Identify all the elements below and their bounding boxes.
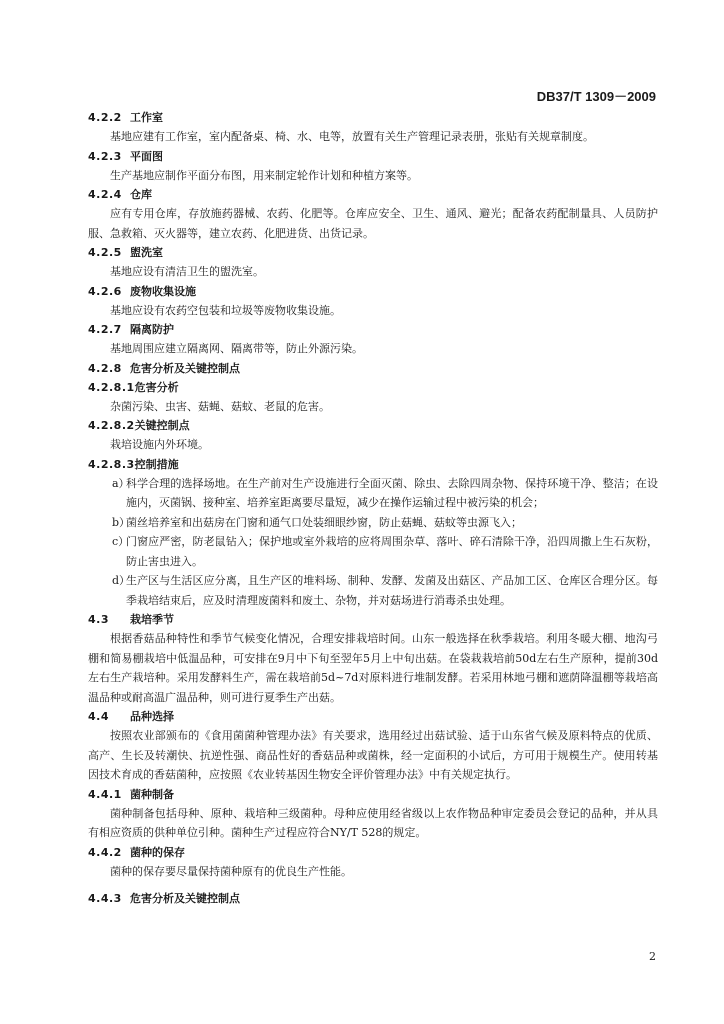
page-number: 2 — [649, 950, 656, 963]
section-number: 4.2.4 — [88, 188, 122, 201]
section-number: 4.4.2 — [88, 845, 122, 859]
section-title: 危害分析及关键控制点 — [130, 892, 240, 905]
paragraph: 栽培设施内外环境。 — [110, 438, 209, 451]
section-title: 危害分析及关键控制点 — [130, 361, 240, 375]
section-title: 危害分析 — [134, 380, 179, 394]
section-number: 4.4.1 — [88, 787, 122, 801]
section-title: 工作室 — [130, 111, 163, 124]
section-number: 4.4 — [88, 710, 109, 723]
paragraph: 杂菌污染、虫害、菇蝇、菇蚊、老鼠的危害。 — [110, 399, 330, 413]
list-marker: b） — [112, 515, 131, 529]
paragraph: 按照农业部颁布的《食用菌菌种管理办法》有关要求，选用经过出菇试验、适于山东省气候及原料特点的优质、高产、生长及转潮快、抗逆性强、商品性好的香菇品种或菌株，经一定面积的小试后，方可用于规模生产。使用转基因技术育成的香菇菌种，应按照《农业转基因生物安全评价管理办法》中有关规定执行。 — [88, 729, 658, 781]
paragraph: 基地应设有农药空包装和垃圾等废物收集设施。 — [110, 303, 341, 317]
section-number: 4.2.8 — [88, 361, 122, 375]
section-number: 4.2.2 — [88, 111, 122, 124]
section-title: 控制措施 — [134, 457, 179, 471]
section-number: 4.2.7 — [88, 323, 122, 336]
section-heading — [88, 378, 658, 397]
list-item — [88, 474, 658, 513]
paragraph: 根据香菇品种特性和季节气候变化情况，合理安排栽培时间。山东一般选择在秋季栽培。利用冬暖大棚、地沟弓棚和简易棚栽培中低温品种，可安排在9月中下旬至翌年5月上中旬出菇。在袋栽栽培前50d左右生产原种，提前30d左右生产栽培种。采用发酵料生产，需在栽培前5d~7d对原料进行堆制发酵。若采用林地弓棚和遮荫降温棚等栽培高温品种或耐高温广温品种，则可进行夏季生产出菇。 — [88, 632, 658, 704]
list-item-text: 门窗应严密，防老鼠钻入；保护地或室外栽培的应将周围杂草、落叶、碎石清除干净，沿四周撒上生石灰粉，防止害虫进入。 — [126, 535, 658, 568]
section-number: 4.2.3 — [88, 149, 122, 163]
list-item — [88, 532, 658, 571]
section-heading — [88, 243, 658, 262]
section-number: 4.2.6 — [88, 284, 122, 298]
spacer — [88, 881, 658, 889]
section-heading — [88, 843, 658, 862]
section-heading — [88, 185, 658, 204]
section-heading — [88, 108, 658, 127]
section-title: 废物收集设施 — [130, 284, 196, 298]
list-item — [88, 571, 658, 610]
section-heading — [88, 147, 658, 166]
paragraph: 生产基地应制作平面分布图，用来制定轮作计划和种植方案等。 — [110, 168, 418, 182]
section-heading — [88, 889, 658, 908]
section-heading — [88, 416, 658, 435]
paragraph: 菌种的保存要尽量保持菌种原有的优良生产性能。 — [110, 864, 352, 878]
list-marker: c） — [112, 535, 130, 548]
section-heading — [88, 455, 658, 474]
section-heading — [88, 282, 658, 301]
section-title: 仓库 — [130, 188, 152, 201]
list-item-text: 生产区与生活区应分离，且生产区的堆料场、制种、发酵、发菌及出菇区、产品加工区、仓库区合理分区。每季栽培结束后，应及时清理废菌料和废土、杂物，并对菇场进行消毒杀虫处理。 — [126, 574, 658, 607]
section-number: 4.4.3 — [88, 892, 122, 905]
section-title: 隔离防护 — [130, 323, 174, 336]
list-marker: a） — [112, 476, 130, 490]
standard-code-header: DB37/T 1309－2009 — [536, 89, 656, 104]
section-number: 4.2.8.2 — [88, 419, 135, 432]
section-heading — [88, 359, 658, 378]
section-title: 平面图 — [130, 149, 163, 163]
paragraph: 基地应设有清洁卫生的盥洗室。 — [110, 265, 264, 278]
section-title: 栽培季节 — [130, 613, 174, 626]
paragraph: 基地周围应建立隔离网、隔离带等，防止外源污染。 — [110, 342, 363, 355]
list-item — [88, 513, 658, 533]
section-heading — [88, 610, 658, 629]
section-heading — [88, 320, 658, 339]
section-title: 菌种制备 — [130, 787, 174, 801]
section-heading — [88, 785, 658, 804]
list-item-text: 菌丝培养室和出菇房在门窗和通气口处装细眼纱窗，防止菇蝇、菇蚊等虫源飞入； — [126, 515, 522, 529]
section-title: 品种选择 — [130, 710, 174, 723]
paragraph: 应有专用仓库，存放施药器械、农药、化肥等。仓库应安全、卫生、通风、避光；配备农药配制量具、人员防护服、急救箱、灭火器等，建立农药、化肥进货、出货记录。 — [88, 207, 658, 240]
section-title: 盥洗室 — [130, 246, 163, 259]
paragraph: 菌种制备包括母种、原种、栽培种三级菌种。母种应使用经省级以上农作物品种审定委员会登记的品种，并从具有相应资质的供种单位引种。菌种生产过程应符合NY/T 528的规定。 — [88, 806, 658, 839]
section-title: 关键控制点 — [134, 419, 190, 432]
section-number: 4.2.8.1 — [88, 380, 135, 394]
list-item-text: 科学合理的选择场地。在生产前对生产设施进行全面灭菌、除虫、去除四周杂物、保持环境干净、整洁；在设施内，灭菌锅、接种室、培养室距离要尽量短，减少在操作运输过程中被污染的机会； — [126, 476, 658, 509]
paragraph: 基地应建有工作室，室内配备桌、椅、水、电等，放置有关生产管理记录表册，张贴有关规章制度。 — [110, 130, 594, 143]
page-body — [88, 108, 658, 908]
list-marker: d） — [112, 574, 131, 587]
section-number: 4.2.8.3 — [88, 457, 135, 471]
section-heading — [88, 707, 658, 726]
section-number: 4.2.5 — [88, 246, 122, 259]
section-number: 4.3 — [88, 613, 109, 626]
section-title: 菌种的保存 — [130, 845, 185, 859]
